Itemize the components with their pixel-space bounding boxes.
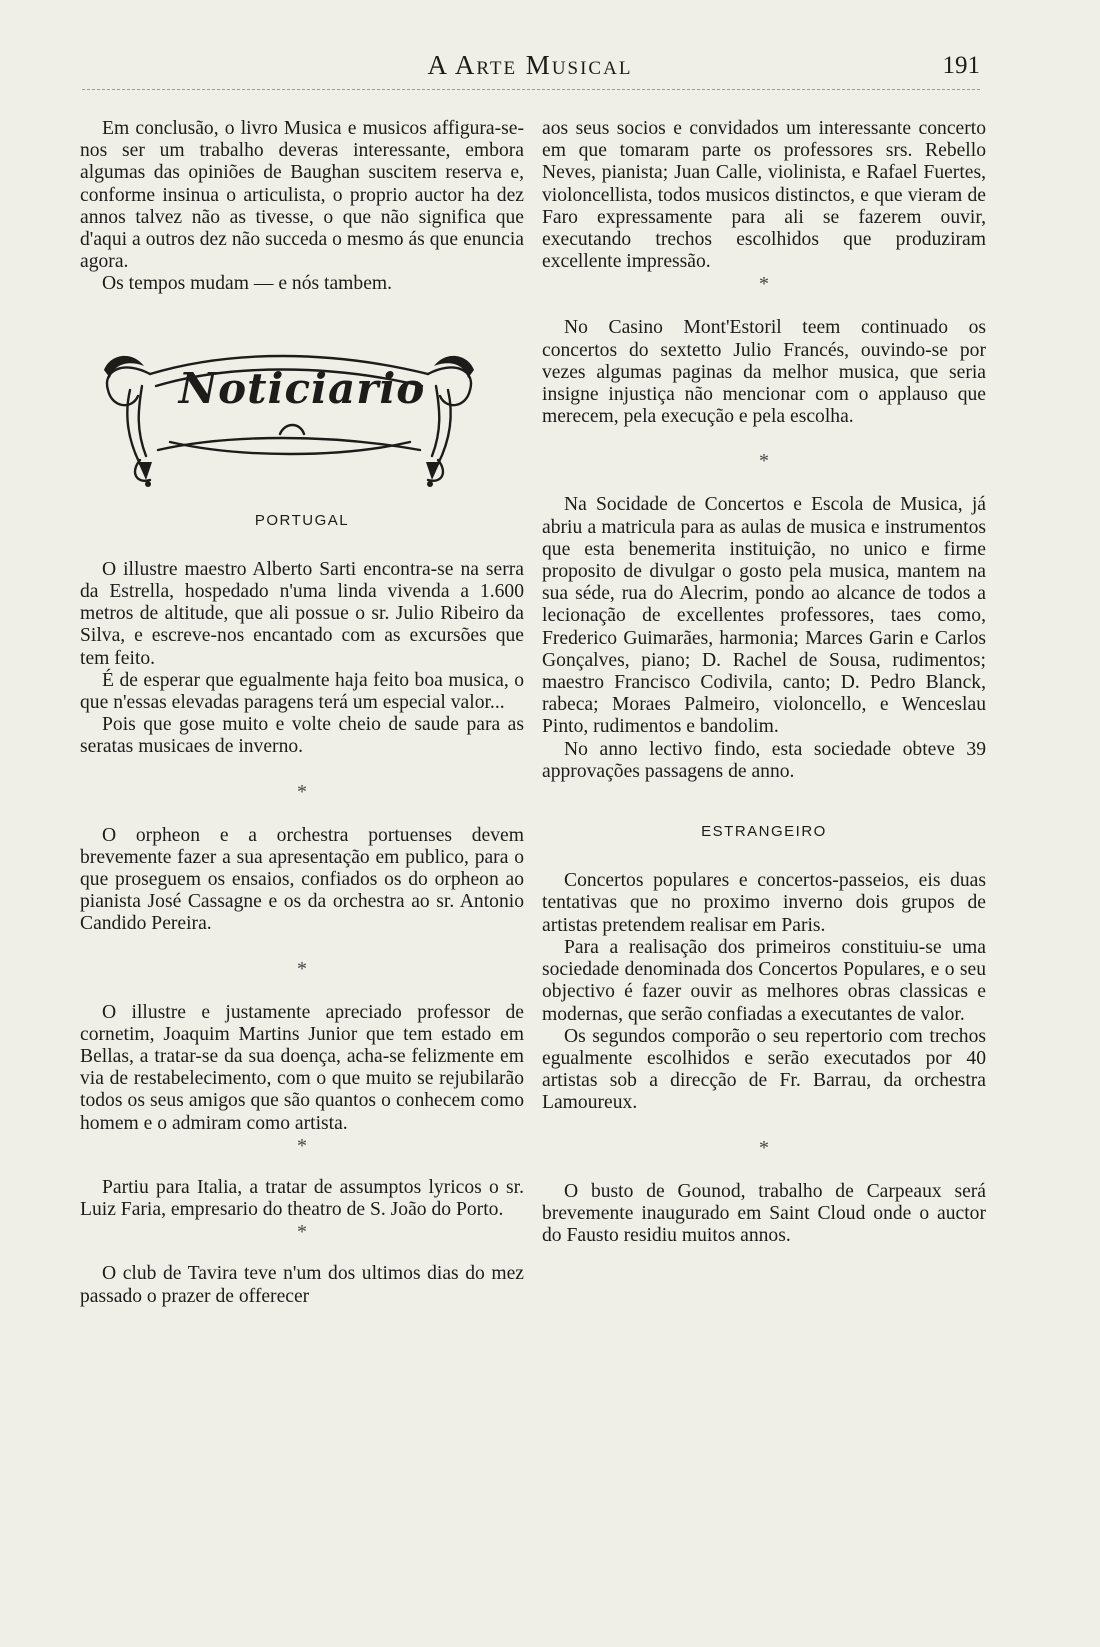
running-title: A Arte Musical (427, 50, 633, 80)
paragraph-tavira-cont: aos seus socios e convidados um interessante concerto em que tomaram parte os professores srs. Rebello Neves, pianista; Juan Calle, violinista, e Rafael Fuertes, violoncellista, todos musicos distinctos, e que vieram de Faro expressamente para ali se fazerem ouvir, executando trechos escolhidos que produziram excellente impressão. (542, 118, 986, 273)
paragraph-orpheon: O orpheon e a orchestra portuenses devem brevemente fazer a sua apresentação em publico, para o que proseguem os ensaios, confiados os do orpheon ao pianista José Cassagne e os da orchestra ao sr. Antonio Candido Pereira. (80, 824, 524, 935)
separator-star: * (297, 780, 307, 803)
separator-star: * (759, 1136, 769, 1159)
paragraph-martins: O illustre e justamente apreciado professor de cornetim, Joaquim Martins Junior que tem estado em Bellas, a tratar-se da sua doença, acha-se felizmente em via de restabelecimento, com o que muito se rejubilarão todos os seus amigos que são quantos o conhecem como homem e o admiram como artista. (80, 1001, 524, 1134)
left-column (80, 118, 524, 1308)
paragraph-tempos: Os tempos mudam — e nós tambem. (102, 273, 393, 295)
separator-star: * (759, 273, 769, 296)
paragraph-sociedade: Na Socidade de Concertos e Escola de Musica, já abriu a matricula para as aulas de musica e instrumentos que esta benemerita instituição, no unico e firme proposito de divulgar o gosto pela musica, mantem na sua séde, rua do Alecrim, pondo ao alcance de todos a lecionação de excellentes professores, taes como, Frederico Guimarães, harmonia; Marces Garin e Carlos Gonçalves, piano; D. Rachel de Sousa, rudimentos; maestro Francisco Codivila, canto; D. Pedro Blanck, rabeca; Moraes Palmeiro, violoncello, e Wenceslau Pinto, rudimentos e bandolim. (542, 494, 986, 738)
header-rule (82, 89, 980, 90)
paragraph-casino: No Casino Mont'Estoril teem continuado os concertos do sextetto Julio Francés, ouvindo-se por vezes algumas paginas da melhor musica, que seria insigne injustiça não mencionar com o applauso que merecem, pela execução e pela escolha. (542, 317, 986, 428)
noticiario-title: Noticiario (178, 363, 426, 413)
paragraph-paris: Concertos populares e concertos-passeios, eis duas tentativas que no proximo inverno dois grupos de artistas pretendem realisar em Paris. (542, 870, 986, 936)
separator-star: * (297, 1134, 307, 1157)
page-number: 191 (942, 52, 980, 79)
separator-star: * (297, 957, 307, 980)
paragraph-sarti-3: Pois que gose muito e volte cheio de saude para as seratas musicaes de inverno. (80, 714, 524, 758)
paragraph-sarti: O illustre maestro Alberto Sarti encontra-se na serra da Estrella, hospedado n'uma linda vivenda a 1.600 metros de altitude, que ali possue o sr. Julio Ribeiro da Silva, e escreve-nos encantado com as excursões que tem feito. (80, 558, 524, 669)
paragraph-sociedade-2: No anno lectivo findo, esta sociedade obteve 39 approvações passagens de anno. (542, 738, 986, 782)
paragraph-gounod: O busto de Gounod, trabalho de Carpeaux será brevemente inaugurado em Saint Cloud onde o auctor do Fausto residiu muitos annos. (542, 1180, 986, 1246)
noticiario-ornament (80, 330, 524, 490)
separator-star: * (759, 450, 769, 473)
heading-portugal: PORTUGAL (254, 511, 350, 529)
paragraph-tavira: O club de Tavira teve n'um dos ultimos dias do mez passado o prazer de offerecer (80, 1263, 524, 1307)
separator-star: * (297, 1221, 307, 1244)
paragraph-paris-3: Os segundos comporão o seu repertorio com trechos egualmente escolhidos e serão executados por 40 artistas sob a direcção de Fr. Barrau, da orchestra Lamoureux. (542, 1025, 986, 1114)
heading-estrangeiro: ESTRANGEIRO (701, 823, 827, 841)
paragraph-faria: Partiu para Italia, a tratar de assumptos lyricos o sr. Luiz Faria, empresario do theatro de S. João do Porto. (80, 1176, 524, 1221)
page-header (80, 50, 980, 90)
paragraph-paris-2: Para a realisação dos primeiros constituiu-se uma sociedade denominada dos Concertos Populares, e o seu objectivo é fazer ouvir as melhores obras classicas e modernas, que serão confiadas a executantes de valor. (542, 936, 986, 1025)
paragraph-conclusion: Em conclusão, o livro Musica e musicos affigura-se-nos ser um trabalho deveras interessante, embora algumas das opiniões de Baughan suscitem reserva e, conforme insinua o articulista, o proprio auctor ha dez annos talvez não as tivesse, o que não significa que d'aqui a outros dez não succeda o mesmo ás que enuncia agora. (80, 118, 524, 273)
right-column (542, 118, 986, 1247)
paragraph-sarti-2: É de esperar que egualmente haja feito boa musica, o que n'essas elevadas paragens terá um especial valor... (80, 669, 524, 714)
